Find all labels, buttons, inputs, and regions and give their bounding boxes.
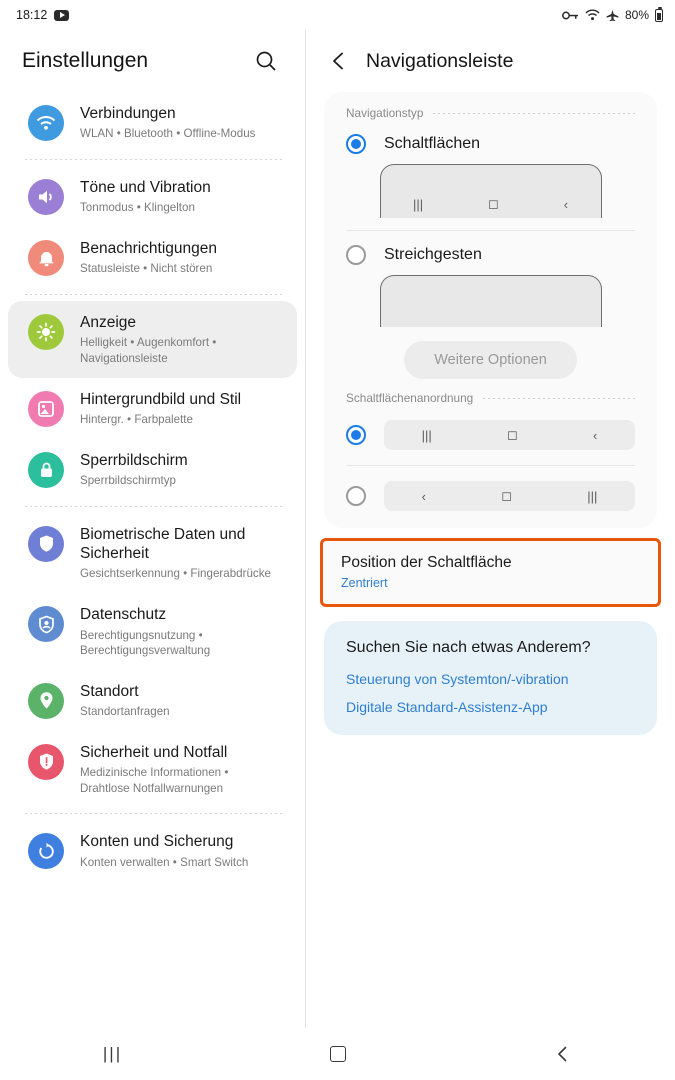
sidebar-item-subtitle: Gesichtserkennung • Fingerabdrücke — [80, 567, 271, 581]
related-link-sound-vibration[interactable]: Steuerung von Systemton/-vibration — [346, 671, 569, 687]
preview-buttons-mode — [324, 160, 657, 222]
radio-option-streichgesten[interactable] — [324, 239, 657, 271]
arrangement-preview — [384, 481, 635, 511]
label-rule — [483, 398, 635, 399]
preview-recents-icon: ||| — [412, 196, 424, 212]
search-icon[interactable] — [249, 44, 283, 78]
nav-home-button[interactable] — [225, 1046, 450, 1062]
sidebar-item-title: Sicherheit und Notfall — [80, 743, 228, 761]
sidebar-item-subtitle: Helligkeit • Augenkomfort • Navigationsleiste — [80, 336, 217, 366]
arrangement-option-1[interactable] — [324, 413, 657, 457]
preview-navbar — [381, 190, 601, 218]
detail-header — [306, 30, 675, 92]
sidebar-item-subtitle: Statusleiste • Nicht stören — [80, 262, 213, 276]
button-position-title: Position der Schaltfläche — [341, 554, 512, 571]
arrangement-glyph: ‹ — [593, 427, 598, 443]
lock-icon — [28, 452, 64, 488]
shield-icon — [28, 526, 64, 562]
radio-button[interactable] — [346, 425, 366, 445]
content-body — [0, 30, 675, 1028]
nav-recents-button[interactable] — [0, 1044, 225, 1064]
sidebar-item-title: Standort — [80, 682, 139, 700]
button-position-setting[interactable] — [320, 538, 661, 607]
sidebar-item-datenschutz[interactable] — [8, 593, 297, 670]
radio-button[interactable] — [346, 245, 366, 265]
recents-icon: ||| — [102, 1044, 123, 1063]
navigation-settings-card — [324, 92, 657, 528]
sidebar-item-biometrische-daten-und-sicherheit[interactable] — [8, 513, 297, 593]
phone-preview — [380, 275, 602, 327]
sidebar-item-sperrbildschirm[interactable] — [8, 439, 297, 500]
sidebar-item-sicherheit-und-notfall[interactable] — [8, 731, 297, 808]
divider — [22, 294, 283, 295]
radio-label: Streichgesten — [384, 246, 482, 263]
detail-title: Navigationsleiste — [366, 49, 514, 72]
radio-button[interactable] — [346, 134, 366, 154]
sidebar-item-subtitle: Hintergr. • Farbpalette — [80, 413, 193, 427]
radio-label: Schaltflächen — [384, 135, 481, 152]
divider — [22, 813, 283, 814]
arrangement-glyph: ◻ — [501, 488, 512, 503]
wallpaper-icon — [28, 391, 64, 427]
location-icon — [28, 683, 64, 719]
airplane-icon — [606, 9, 619, 22]
sidebar-item-subtitle: Sperrbildschirmtyp — [80, 474, 176, 488]
sidebar-item-title: Datenschutz — [80, 606, 167, 624]
wifi-icon — [28, 105, 64, 141]
page-title: Einstellungen — [22, 49, 149, 72]
sidebar-item-konten-und-sicherung[interactable] — [8, 820, 297, 881]
sidebar-item-verbindungen[interactable] — [8, 92, 297, 153]
sidebar-item-toene-und-vibration[interactable] — [8, 166, 297, 227]
sidebar-item-subtitle: Tonmodus • Klingelton — [80, 201, 195, 215]
settings-pane — [0, 30, 305, 1028]
system-navigation-bar[interactable] — [0, 1028, 675, 1080]
emergency-icon — [28, 744, 64, 780]
radio-button[interactable] — [346, 486, 366, 506]
related-settings-card — [324, 621, 657, 735]
status-time: 18:12 — [16, 8, 48, 22]
sidebar-item-subtitle: Standortanfragen — [80, 705, 170, 719]
back-icon — [554, 1045, 572, 1063]
status-bar — [0, 0, 675, 30]
more-options-button[interactable]: Weitere Optionen — [404, 341, 577, 379]
arrangement-glyph: ‹ — [421, 488, 426, 504]
divider — [22, 506, 283, 507]
sidebar-item-title: Sperrbildschirm — [80, 451, 188, 469]
nav-back-button[interactable] — [450, 1045, 675, 1063]
settings-header — [0, 30, 305, 92]
arrangement-glyph: ◻ — [506, 427, 518, 442]
sidebar-item-subtitle: Konten verwalten • Smart Switch — [80, 855, 249, 869]
status-bar-left — [16, 8, 69, 22]
preview-gestures-mode — [324, 271, 657, 331]
label-rule — [433, 113, 635, 114]
wifi-icon — [585, 9, 600, 21]
sidebar-item-subtitle: Medizinische Informationen • Drahtlose Notfallwarnungen — [80, 766, 229, 795]
sidebar-item-hintergrundbild-und-stil[interactable] — [8, 378, 297, 439]
sidebar-item-subtitle: WLAN • Bluetooth • Offline-Modus — [80, 127, 256, 141]
preview-home-icon: ◻ — [488, 196, 499, 211]
sidebar-item-subtitle: Berechtigungsnutzung • Berechtigungsverwaltung — [80, 628, 211, 658]
arrangement-glyph: ||| — [421, 427, 432, 443]
button-position-value: Zentriert — [341, 576, 388, 590]
sidebar-item-benachrichtigungen[interactable] — [8, 227, 297, 288]
home-icon — [330, 1046, 346, 1062]
battery-icon — [655, 9, 663, 22]
preview-back-icon: ‹ — [563, 196, 569, 212]
related-settings-title: Suchen Sie nach etwas Anderem? — [346, 639, 591, 656]
detail-content — [306, 92, 675, 1028]
phone-preview — [380, 164, 602, 218]
settings-list[interactable] — [0, 92, 305, 1028]
sidebar-item-title: Konten und Sicherung — [80, 833, 234, 851]
sidebar-item-title: Töne und Vibration — [80, 179, 211, 197]
divider — [22, 159, 283, 160]
brightness-icon — [28, 314, 64, 350]
sidebar-item-title: Biometrische Daten und Sicherheit — [80, 525, 246, 563]
sidebar-item-title: Benachrichtigungen — [80, 240, 218, 258]
bell-icon — [28, 240, 64, 276]
sidebar-item-title: Hintergrundbild und Stil — [80, 390, 242, 408]
arrangement-preview — [384, 420, 635, 450]
arrangement-option-2[interactable] — [324, 474, 657, 518]
status-bar-right — [562, 8, 663, 22]
section-label-navigationstyp: Navigationstyp — [324, 106, 657, 120]
related-link-assistant-app[interactable]: Digitale Standard-Assistenz-App — [346, 699, 548, 715]
divider — [346, 465, 635, 466]
accounts-icon — [28, 833, 64, 869]
chevron-left-icon[interactable] — [328, 50, 350, 72]
privacy-icon — [28, 606, 64, 642]
detail-pane — [306, 30, 675, 1028]
section-label-schaltflaechenanordnung: Schaltflächenanordnung — [324, 391, 657, 405]
arrangement-glyph: ||| — [587, 488, 598, 504]
sound-icon — [28, 179, 64, 215]
sidebar-item-title: Anzeige — [80, 314, 137, 332]
sidebar-item-title: Verbindungen — [80, 105, 176, 122]
radio-option-schaltflaechen[interactable] — [324, 128, 657, 160]
vpn-key-icon — [562, 10, 579, 21]
divider — [346, 230, 635, 231]
youtube-icon — [54, 10, 69, 21]
battery-percent: 80% — [624, 8, 649, 22]
sidebar-item-anzeige[interactable] — [8, 301, 297, 378]
sidebar-item-standort[interactable] — [8, 670, 297, 731]
